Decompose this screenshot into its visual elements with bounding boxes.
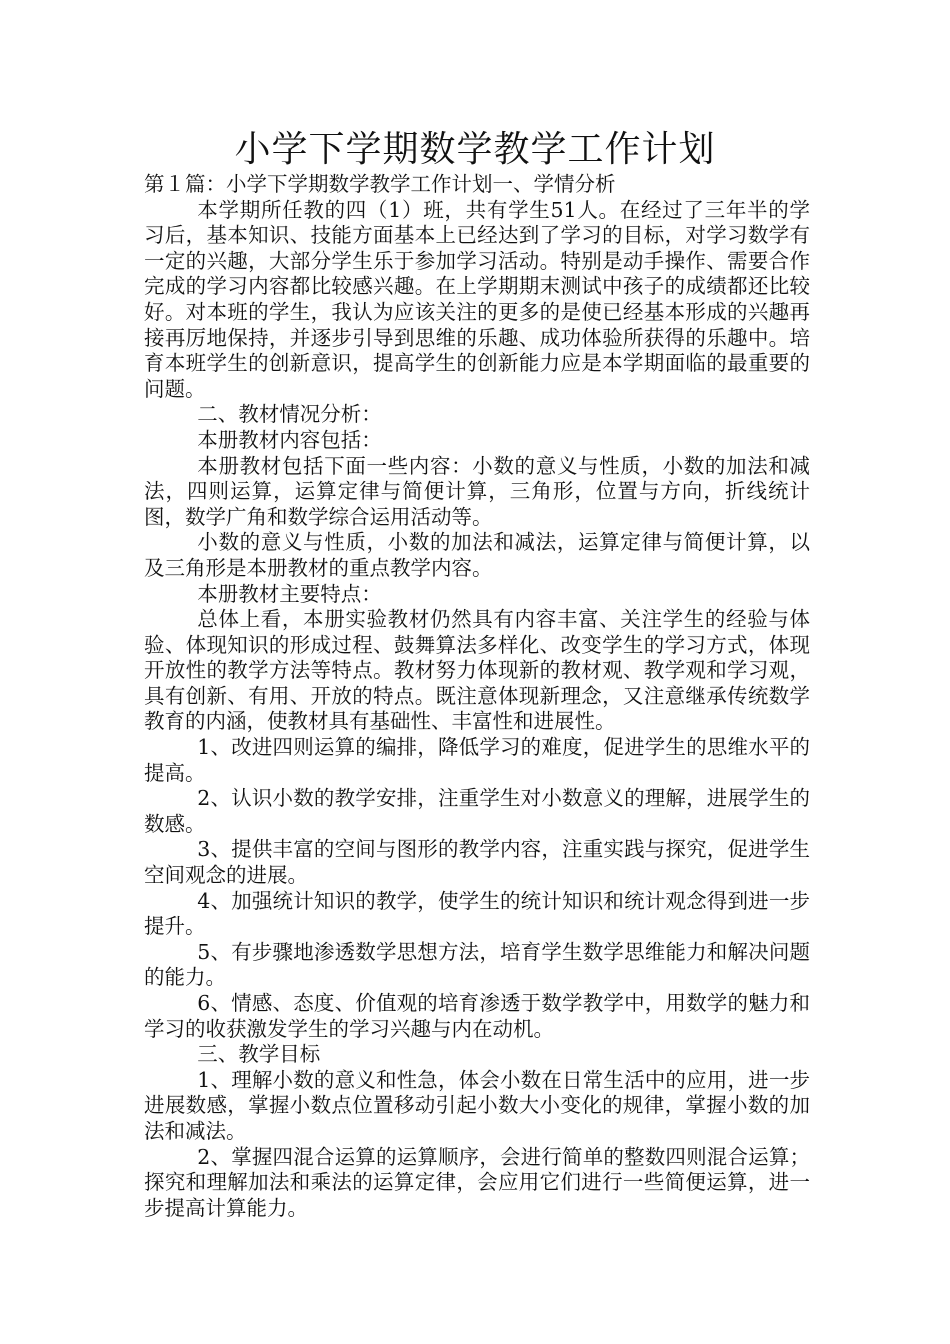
document-title: 小学下学期数学教学工作计划: [234, 129, 716, 170]
subheading-textbook-content: 本册教材内容包括：: [197, 427, 382, 452]
paragraph-textbook-content: 本册教材包括下面一些内容：小数的意义与性质，小数的加法和减法，四则运算，运算定律与简便计算，三角形，位置与方向，折线统计图，数学广角和数学综合运用活动等。: [144, 453, 810, 529]
paragraph-overview: 总体上看，本册实验教材仍然具有内容丰富、关注学生的经验与体验、体现知识的形成过程、鼓舞算法多样化、改变学生的学习方式，体现开放性的教学方法等特点。教材努力体现新的教材观、教学观和学习观，具有创新、有用、开放的特点。既注意体现新理念，又注意继承传统数学教育的内涵，使教材具有基础性、丰富性和进展性。: [144, 607, 810, 734]
list-item-goal-2: 2、掌握四混合运算的运算顺序，会进行简单的整数四则混合运算；探究和理解加法和乘法的运算定律，会应用它们进行一些简便运算，进一步提高计算能力。: [144, 1144, 810, 1220]
document-body: [144, 172, 810, 1221]
list-item-feature-1: 1、改进四则运算的编排，降低学习的难度，促进学生的思维水平的提高。: [144, 735, 810, 785]
list-item-feature-2: 2、认识小数的教学安排，注重学生对小数意义的理解，进展学生的数感。: [144, 786, 810, 836]
list-item-feature-6: 6、情感、态度、价值观的培育渗透于数学教学中，用数学的魅力和学习的收获激发学生的学习兴趣与内在动机。: [144, 991, 810, 1041]
section-heading-goals: 三、教学目标: [197, 1042, 321, 1067]
paragraph-heading-part1: 第１篇：小学下学期数学教学工作计划一、学情分析: [144, 172, 616, 196]
subheading-textbook-features: 本册教材主要特点：: [197, 581, 382, 606]
list-item-goal-1: 1、理解小数的意义和性急，体会小数在日常生活中的应用，进一步进展数感，掌握小数点位置移动引起小数大小变化的规律，掌握小数的加法和减法。: [144, 1067, 810, 1143]
paragraph-learning-situation: 本学期所任教的四（1）班，共有学生51人。在经过了三年半的学习后，基本知识、技能方面基本上已经达到了学习的目标，对学习数学有一定的兴趣，大部分学生乐于参加学习活动。特别是动手操作、需要合作完成的学习内容都比较感兴趣。在上学期期末测试中孩子的成绩都还比较好。对本班的学生，我认为应该关注的更多的是使已经基本形成的兴趣再接再厉地保持，并逐步引导到思维的乐趣、成功体验所获得的乐趣中。培育本班学生的创新意识，提高学生的创新能力应是本学期面临的最重要的问题。: [144, 197, 810, 401]
paragraph-key-content: 小数的意义与性质，小数的加法和减法，运算定律与简便计算，以及三角形是本册教材的重点教学内容。: [144, 530, 810, 580]
section-heading-textbook: 二、教材情况分析：: [197, 402, 382, 427]
list-item-feature-4: 4、加强统计知识的教学，使学生的统计知识和统计观念得到进一步提升。: [144, 888, 810, 939]
list-item-feature-3: 3、提供丰富的空间与图形的教学内容，注重实践与探究，促进学生空间观念的进展。: [144, 837, 810, 888]
list-item-feature-5: 5、有步骤地渗透数学思想方法，培育学生数学思维能力和解决问题的能力。: [144, 939, 810, 990]
